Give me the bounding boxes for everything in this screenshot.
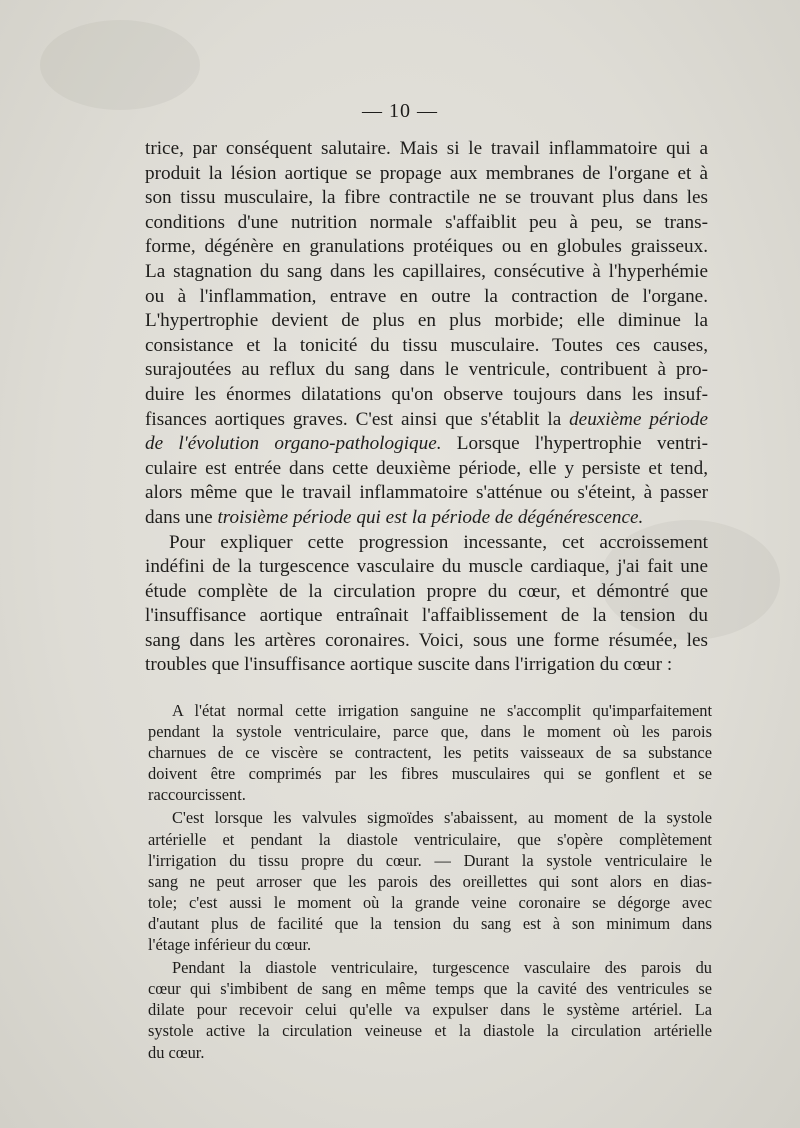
- note-line: systole active la circulation veineuse et la diastole la circulation artérielle: [148, 1021, 712, 1041]
- text-line: ou à l'inflammation, entrave en outre la contraction de l'organe.: [145, 285, 708, 307]
- page-number: — 10 —: [362, 100, 438, 122]
- text-line: forme, dégénère en granulations protéiques ou en globules graisseux.: [145, 236, 708, 258]
- note-line: tole; c'est aussi le moment où la grande veine coronaire se dégorge avec: [148, 892, 712, 912]
- note-line: du cœur.: [148, 1042, 205, 1062]
- text-line: surajoutées au reflux du sang dans le ventricule, contribuent à pro-: [145, 359, 708, 381]
- text-line: trice, par conséquent salutaire. Mais si le travail inflammatoire qui a: [145, 138, 708, 159]
- text-span: fisances aortiques graves. C'est ainsi que s'établit la: [145, 408, 562, 430]
- note-line: A l'état normal cette irrigation sanguine ne s'accomplit qu'imparfaitement: [172, 701, 712, 720]
- text-span: dans une: [145, 506, 213, 528]
- italic-term: deuxième période: [569, 408, 708, 430]
- text-line: [145, 506, 708, 531]
- text-line: son tissu musculaire, la fibre contractile ne se trouvant plus dans les: [145, 187, 708, 209]
- note-line: charnues de ce viscère se contractent, les petits vaisseaux de sa substance: [148, 743, 712, 763]
- text-line: [145, 432, 708, 457]
- text-line: L'hypertrophie devient de plus en plus morbide; elle diminue la: [145, 310, 708, 332]
- text-line: troubles que l'insuffisance aortique suscite dans l'irrigation du cœur :: [145, 654, 673, 676]
- note-line: d'autant plus de facilité que la tension du sang est à son minimum dans: [148, 913, 712, 933]
- note-line: pendant la systole ventriculaire, parce que, dans le moment où les parois: [148, 722, 712, 742]
- text-line: conditions d'une nutrition normale s'affaiblit peu à peu, se trans-: [145, 211, 708, 233]
- text-span: Lorsque l'hypertrophie ventri-: [456, 433, 709, 455]
- note-line: l'étage inférieur du cœur.: [148, 935, 312, 955]
- italic-term: troisième période qui est la période de dégénérescence.: [217, 506, 644, 528]
- text-line: culaire est entrée dans cette deuxième période, elle y persiste et tend,: [145, 457, 708, 479]
- paper-stain: [40, 20, 200, 110]
- text-line: indéfini de la turgescence vasculaire du muscle cardiaque, j'ai fait une: [145, 556, 708, 578]
- note-paragraph-2: [148, 807, 712, 955]
- note-paragraph-3: [148, 957, 712, 1062]
- text-line: Pour expliquer cette progression incessante, cet accroissement: [169, 531, 708, 553]
- note-line: l'irrigation du tissu propre du cœur. — Durant la systole ventriculaire le: [148, 850, 712, 870]
- text-line: consistance et la tonicité du tissu musculaire. Toutes ces causes,: [145, 334, 708, 356]
- note-paragraph-1: [148, 700, 712, 805]
- note-line: artérielle et pendant la diastole ventriculaire, que s'opère complètement: [148, 829, 712, 849]
- small-print-notes: [148, 700, 712, 1065]
- note-line: sang ne peut arroser que les parois des oreillettes qui sont alors en dias-: [148, 871, 712, 891]
- note-line: doivent être comprimés par les fibres musculaires qui se gonflent et se: [148, 764, 712, 784]
- text-line: [145, 408, 708, 433]
- text-line: La stagnation du sang dans les capillaires, consécutive à l'hyperhémie: [145, 260, 708, 282]
- paragraph-2: [145, 531, 708, 679]
- note-line: Pendant la diastole ventriculaire, turgescence vasculaire des parois du: [172, 958, 712, 978]
- main-text: [145, 137, 708, 678]
- paragraph-1: [145, 137, 708, 531]
- text-line: étude complète de la circulation propre du cœur, et démontré que: [145, 580, 708, 602]
- text-line: alors même que le travail inflammatoire s'atténue ou s'éteint, à passer: [145, 482, 708, 504]
- text-line: duire les énormes dilatations qu'on observe toujours dans les insuf-: [145, 383, 708, 405]
- note-line: C'est lorsque les valvules sigmoïdes s'abaissent, au moment de la systole: [172, 808, 712, 828]
- note-line: cœur qui s'imbibent de sang en même temps que la cavité des ventricules se: [148, 979, 712, 999]
- note-line: raccourcissent.: [148, 785, 246, 805]
- text-line: sang dans les artères coronaires. Voici, sous une forme résumée, les: [145, 629, 708, 651]
- text-line: l'insuffisance aortique entraînait l'affaiblissement de la tension du: [145, 605, 708, 627]
- text-line: produit la lésion aortique se propage aux membranes de l'organe et à: [145, 162, 708, 184]
- italic-term: de l'évolution organo-pathologique.: [145, 433, 442, 455]
- note-line: dilate pour recevoir celui qu'elle va expulser dans le système artériel. La: [148, 1000, 712, 1020]
